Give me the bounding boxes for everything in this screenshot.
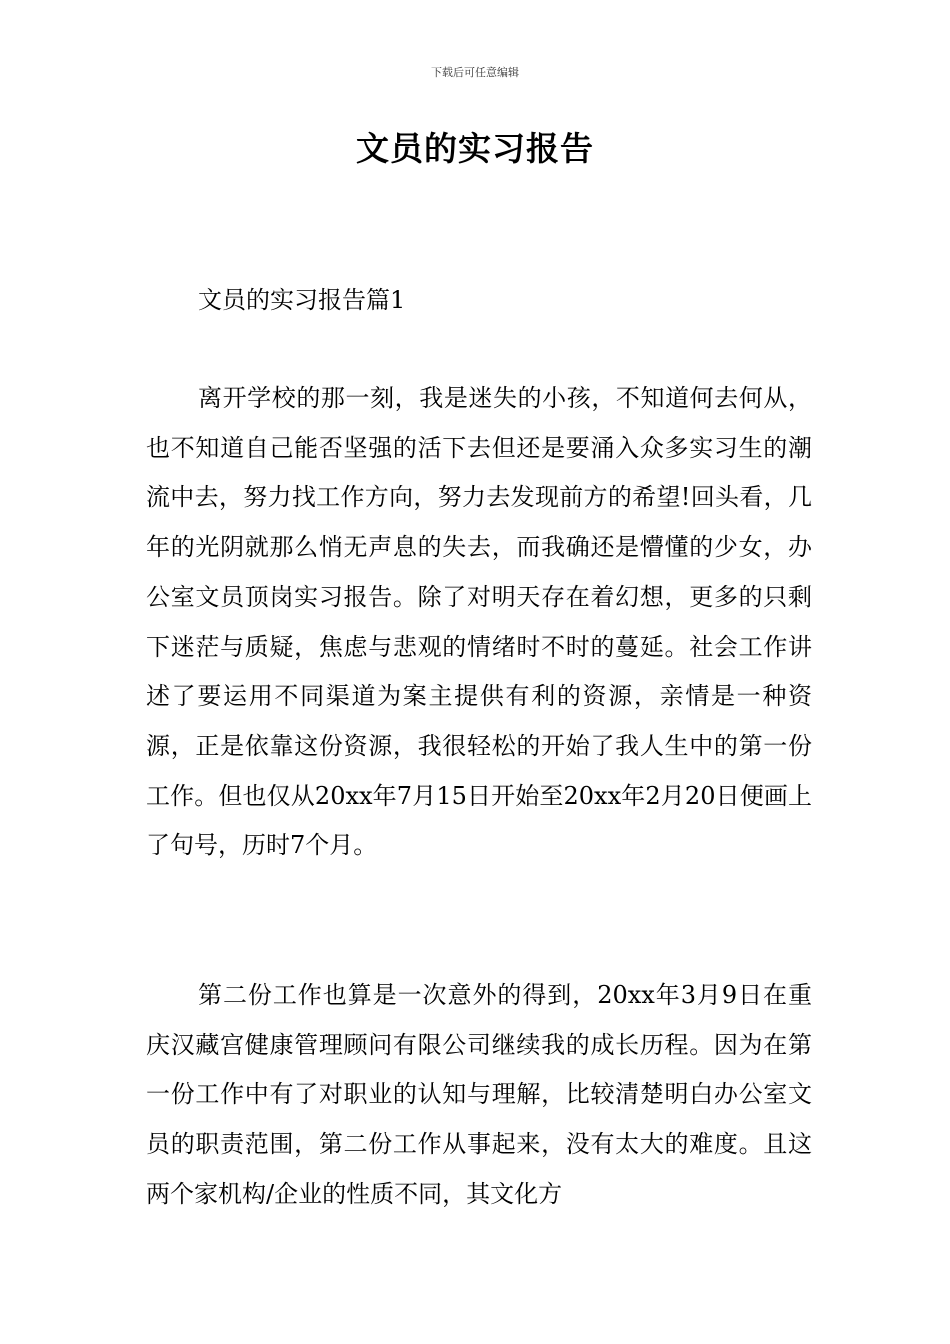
section-heading: 文员的实习报告篇1 bbox=[198, 286, 406, 314]
document-title: 文员的实习报告 bbox=[356, 129, 594, 168]
body-paragraph: 第二份工作也算是一次意外的得到，20xx年3月9日在重庆汉藏宫健康管理顾问有限公司继续我的成长历程。因为在第一份工作中有了对职业的认知与理解，比较清楚明白办公室文员的职责范围，第二份工作从事起来，没有太大的难度。且这两个家机构/企业的性质不同，其文化方 bbox=[146, 981, 812, 1208]
body-paragraph: 离开学校的那一刻，我是迷失的小孩，不知道何去何从，也不知道自己能否坚强的活下去但还是要涌入众多实习生的潮流中去，努力找工作方向，努力去发现前方的希望!回头看，几年的光阴就那么悄无声息的失去，而我确还是懵懂的少女，办公室文员顶岗实习报告。除了对明天存在着幻想，更多的只剩下迷茫与质疑，焦虑与悲观的情绪时不时的蔓延。社会工作讲述了要运用不同渠道为案主提供有利的资源，亲情是一种资源，正是依靠这份资源，我很轻松的开始了我人生中的第一份工作。但也仅从20xx年7月15日开始至20xx年2月20日便画上了句号，历时7个月。 bbox=[146, 384, 812, 860]
header-note: 下载后可任意编辑 bbox=[431, 66, 519, 79]
